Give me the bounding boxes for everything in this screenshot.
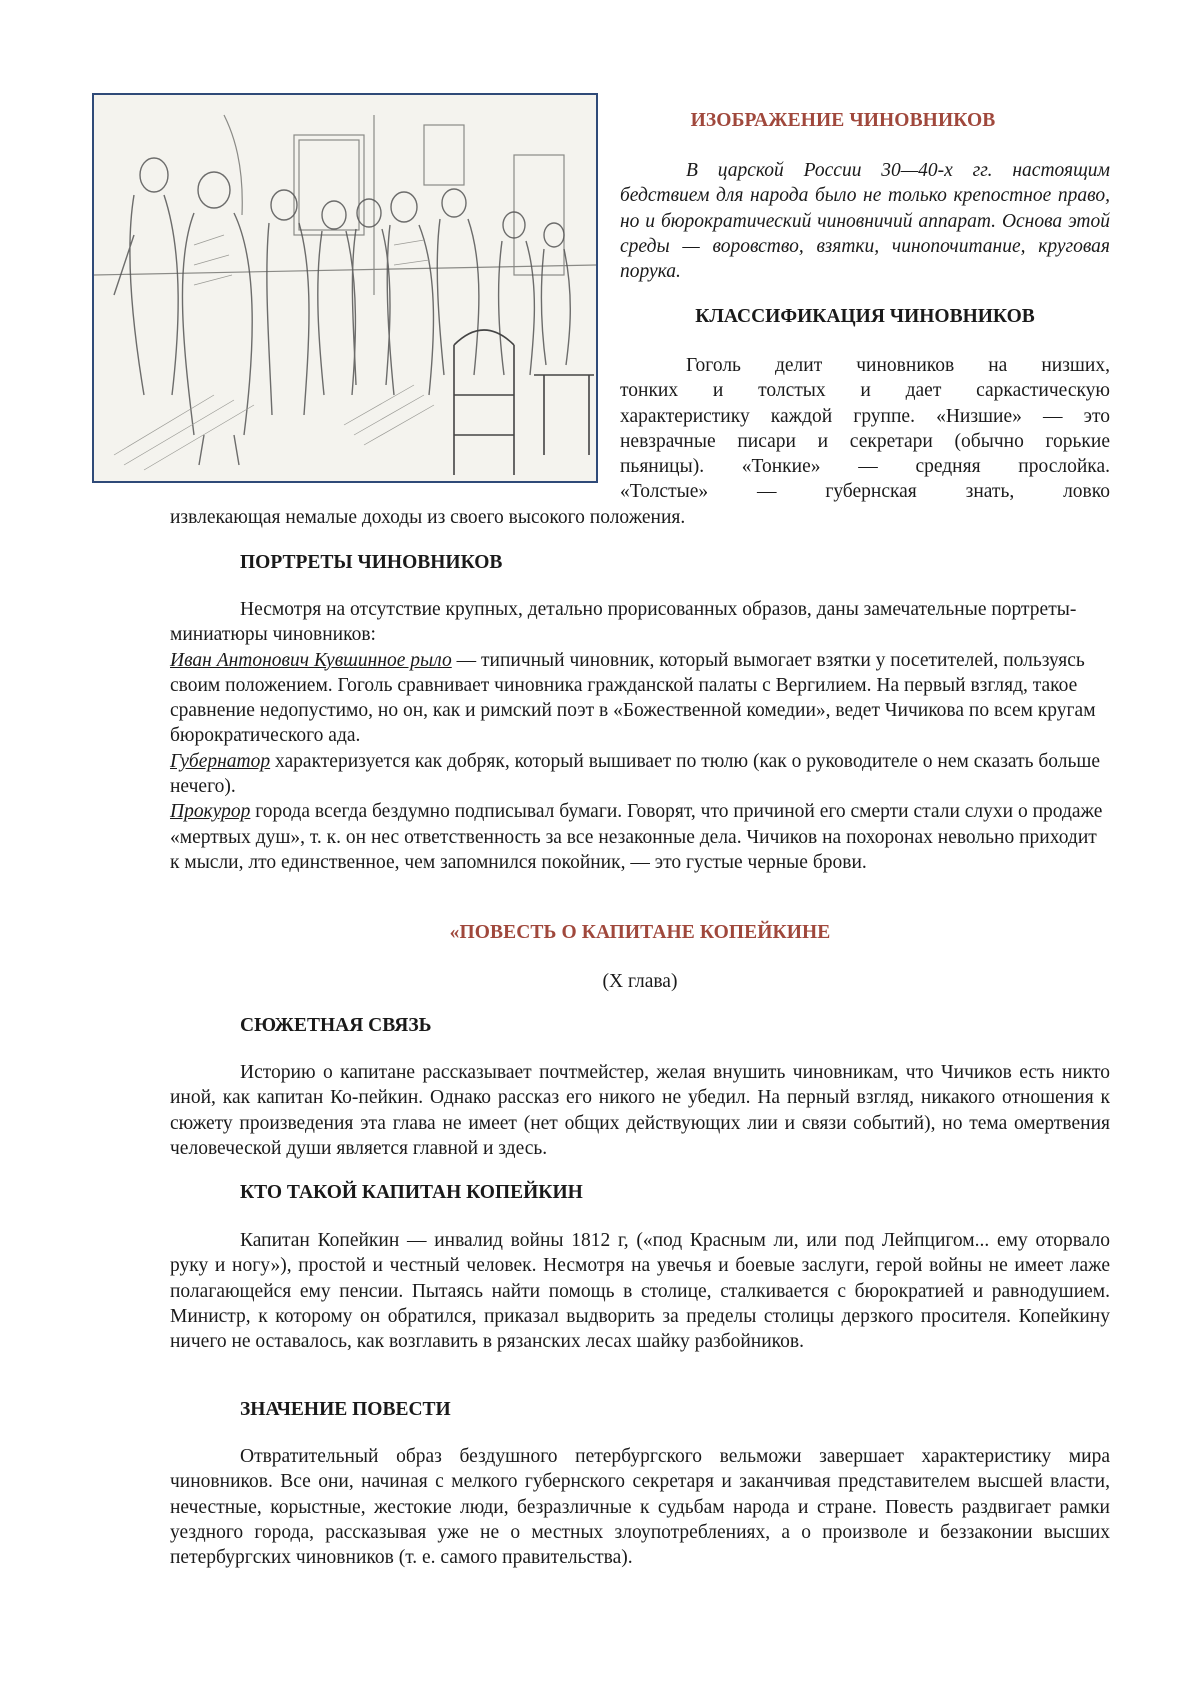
portrait-text: — типичный чиновник, который вымогает взятки у посетителей, пользуясь своим положением. Гоголь сравнивает чиновника гражданской палаты с Вергилием. На первый взгляд, такое сравнение недопустимо, но он, как и римский поэт в «Божественной комедии», ведет Чичикова по всем кругам бюрократического ада.: [170, 649, 1096, 747]
portrait-prosecutor: [170, 799, 1110, 875]
section-title-officials-depiction: ИЗОБРАЖЕНИЕ ЧИНОВНИКОВ: [690, 110, 996, 131]
section-title-plot-connection: СЮЖЕТНАЯ СВЯЗЬ: [240, 1015, 432, 1036]
portrait-text: города всегда бездумно подписывал бумаги. Говорят, что причиной его смерти стали слухи о продаже «мертвых душ», т. к. он нес ответственность за все незаконные дела. Чичиков на похоронах невольно приходит к мысли, лто единственное, чем запомнился покойник, — это густые черные брови.: [170, 801, 1103, 873]
classification-line: «Толстые» — губернская знать, ловко: [620, 481, 1110, 503]
sketch-illustration-icon: [94, 95, 596, 481]
section-title-who-is-kopeikin: КТО ТАКОЙ КАПИТАН КОПЕЙКИН: [240, 1182, 583, 1203]
section-title-story-meaning: ЗНАЧЕНИЕ ПОВЕСТИ: [240, 1399, 451, 1420]
classification-line: невзрачные писари и секретари (обычно горькие: [620, 430, 1110, 452]
section-text-officials-depiction: В царской России 30—40-х гг. настоящим бедствием для народа было не только крепостное право, но и бюрократический чиновничий аппарат. Основа этой среды — воровство, взятки, чинопочитание, круговая порука.: [620, 160, 1110, 283]
prosecutor-link[interactable]: Прокурор: [170, 801, 251, 823]
portrait-kuvshinnoe-rylo: [170, 648, 1110, 749]
portrait-text: характеризуется как добряк, который вышивает по тюлю (как о руководителе о нем сказать больше нечего).: [170, 750, 1101, 798]
classification-line: пьяницы). «Тонкие» — средняя прослойка.: [620, 456, 1110, 478]
section-subtitle-chapter: (X глава): [602, 971, 678, 992]
classification-line: Гоголь делит чиновников на низших,: [686, 355, 1110, 376]
illustration-image: [92, 93, 598, 483]
classification-text-tail: извлекающая немалые доходы из своего высокого положения.: [170, 507, 686, 528]
portraits-text: [170, 597, 1110, 875]
portrait-governor: [170, 749, 1110, 800]
section-text-plot-connection: Историю о капитане рассказывает почтмейстер, желая внушить чиновникам, что Чичиков есть никто иной, как капитан Ко-пейкин. Однако рассказ его никого не убедил. На перный взгляд, никакого отношения к сюжету произведения эта глава не имеет (нет общих действующих лии и связи событий), но тема омертвения человеческой души является главной и здесь.: [170, 1062, 1110, 1159]
section-title-kopeikin-story: «ПОВЕСТЬ О КАПИТАНЕ КОПЕЙКИНЕ: [449, 922, 831, 943]
section-title-portraits: ПОРТРЕТЫ ЧИНОВНИКОВ: [240, 552, 503, 573]
governor-link[interactable]: Губернатор: [170, 750, 271, 772]
kuvshinnoe-rylo-link[interactable]: Иван Антонович Кувшинное рыло: [170, 649, 452, 671]
classification-line: тонких и толстых и дает саркастическую: [620, 380, 1110, 402]
section-text-who-is-kopeikin: Капитан Копейкин — инвалид войны 1812 г, («под Красным ли, или под Лейпцигом... ему оторвало руку и ногу»), простой и честный человек. Несмотря на увечья и боевые заслуги, герой войны не имеет лаже полагающейся ему пенсии. Пытаясь найти помощь в столице, сталкивается с бюрократией и равнодушием. Министр, к которому он обратился, приказал выдворить за пределы столицы дерзкого просителя. Копейкину ничего не оставалось, как возглавить в рязанских лесах шайку разбойников.: [170, 1230, 1110, 1353]
section-text-story-meaning: Отвратительный образ бездушного петербургского вельможи завершает характеристику мира чиновников. Все они, начиная с мелкого губернского секретаря и заканчивая представителем высшей власти, нечестные, корыстные, жестокие люди, безразличные к судьбам народа и стране. Повесть раздвигает рамки уездного города, рассказывая уже не о местных злоупотреблениях, а о произволе и беззаконии высших петербургских чиновников (т. е. самого правительства).: [170, 1446, 1110, 1569]
portraits-intro: Несмотря на отсутствие крупных, детально прорисованных образов, даны замечательные портреты-миниатюры чиновников:: [170, 599, 1077, 646]
classification-text: [620, 353, 1110, 505]
classification-line: характеристику каждой группе. «Низшие» — это: [620, 405, 1110, 427]
section-title-classification: КЛАССИФИКАЦИЯ ЧИНОВНИКОВ: [695, 306, 1035, 327]
